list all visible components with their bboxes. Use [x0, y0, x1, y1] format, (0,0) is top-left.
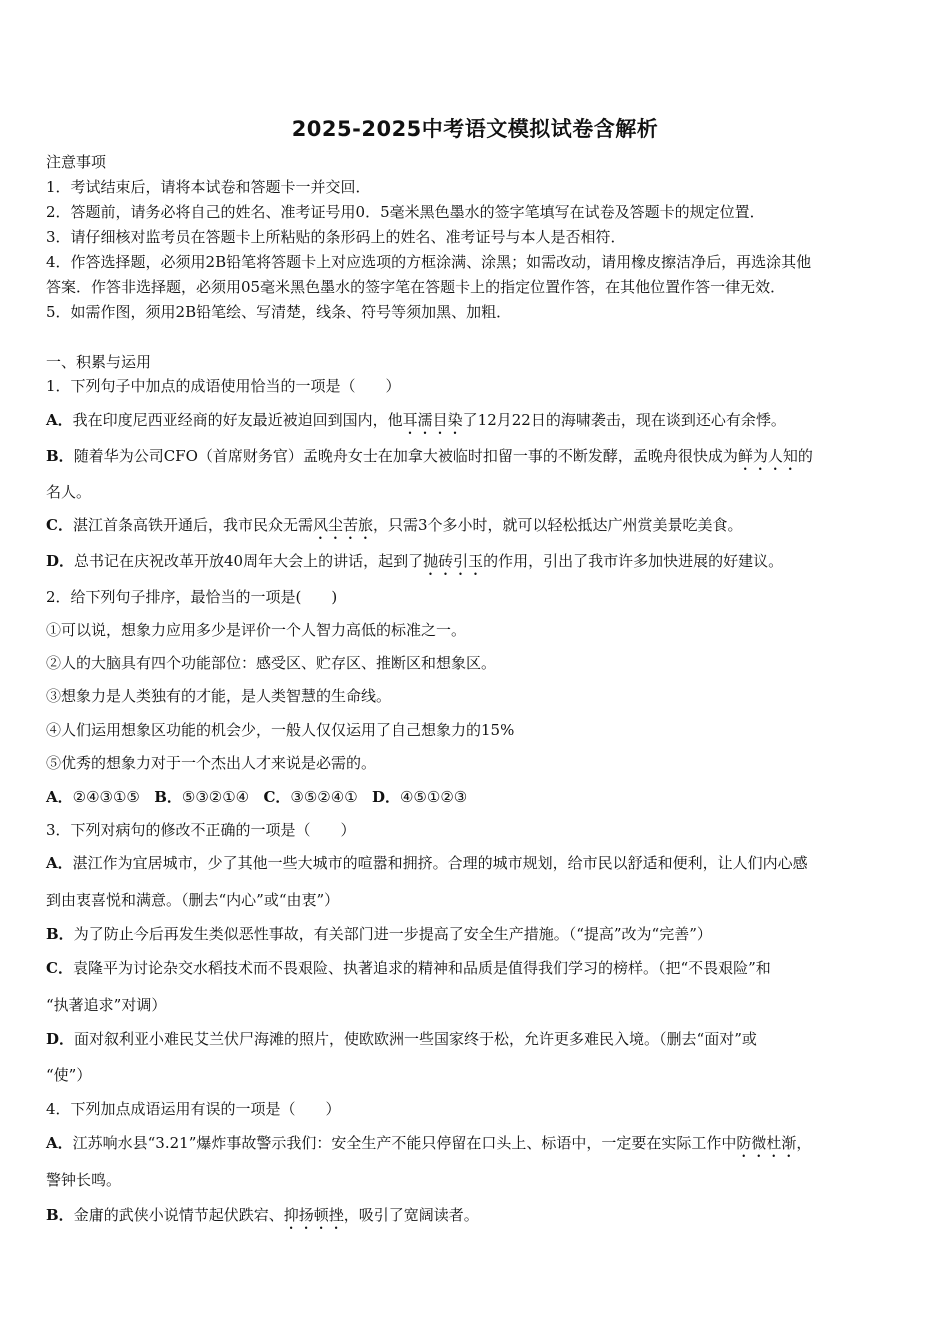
option-letter: B．	[154, 788, 182, 806]
question-2-sentence: ②人的大脑具有四个功能部位：感受区、贮存区、推断区和想象区。	[46, 654, 497, 672]
question-4-stem: 4．下列加点成语运用有误的一项是（ ）	[46, 1100, 341, 1118]
option-letter: C．	[263, 788, 291, 806]
notice-item-1: 1．考试结束后，请将本试卷和答题卡一并交回．	[46, 178, 371, 196]
question-1-option-a	[46, 410, 786, 438]
question-1-stem: 1．下列句子中加点的成语使用恰当的一项是（ ）	[46, 377, 401, 395]
option-text: 江苏响水县“3.21”爆炸事故警示我们：安全生产不能只停留在口头上、标语中，一定要在实际工作中	[72, 1134, 737, 1152]
option-text: 的作用，引出了我市许多加快进展的好建议。	[483, 552, 784, 570]
option-text: 为了防止今后再发生类似恶性事故，有关部门进一步提高了安全生产措施。（“提高”改为“完善”）	[73, 925, 712, 943]
dotted-idiom: 风尘苦旅	[312, 516, 373, 534]
notice-item-4-cont: 答案．作答非选择题，必须用05毫米黑色墨水的签字笔在答题卡上的指定位置作答，在其他位置作答一律无效．	[46, 278, 786, 296]
question-3-option-d	[46, 1029, 757, 1049]
notice-item-4: 4．作答选择题，必须用2B铅笔将答题卡上对应选项的方框涂满、涂黑；如需改动，请用橡皮擦洁净后，再选涂其他	[46, 253, 812, 271]
option-text: 总书记在庆祝改革开放40周年大会上的讲话，起到了	[74, 552, 424, 570]
notice-item-3: 3．请仔细核对监考员在答题卡上所粘贴的条形码上的姓名、准考证号与本人是否相符．	[46, 228, 626, 246]
question-3-stem: 3．下列对病句的修改不正确的一项是（ ）	[46, 821, 356, 839]
question-1-option-b-cont: 名人。	[46, 483, 92, 501]
question-2-stem: 2．给下列句子排序，最恰当的一项是( )	[46, 588, 338, 606]
option-letter: D．	[46, 552, 75, 570]
option-text: 袁隆平为讨论杂交水稻技术而不畏艰险、执著追求的精神和品质是值得我们学习的榜样。（把“不畏艰险”和	[72, 959, 771, 977]
option-text: 随着华为公司CFO（首席财务官）孟晚舟女士在加拿大被临时扣留一事的不断发酵，孟晚舟很快成为	[73, 447, 738, 465]
question-2-options	[46, 787, 467, 807]
option-text: ，	[796, 1134, 812, 1152]
option-text: ②④③①⑤	[72, 788, 140, 806]
option-text: 湛江首条高铁开通后，我市民众无需	[72, 516, 313, 534]
question-3-option-b	[46, 924, 712, 944]
option-letter: B．	[46, 447, 74, 465]
dotted-idiom: 鲜为人知	[737, 447, 798, 465]
option-text: ③⑤②④①	[290, 788, 358, 806]
option-text: ，只需3个多小时，就可以轻松抵达广州赏美景吃美食。	[372, 516, 743, 534]
option-letter: D．	[371, 788, 400, 806]
notice-heading: 注意事项	[46, 153, 107, 171]
question-1-option-c	[46, 515, 743, 543]
question-4-option-a-cont: 警钟长鸣。	[46, 1171, 122, 1189]
option-letter: B．	[46, 1206, 74, 1224]
question-4-option-a	[46, 1133, 811, 1161]
dotted-idiom: 抑扬顿挫	[283, 1206, 344, 1224]
option-letter: A．	[46, 788, 73, 806]
option-text: 金庸的武侠小说情节起伏跌宕、	[73, 1206, 284, 1224]
question-2-sentence: ①可以说，想象力应用多少是评价一个人智力高低的标准之一。	[46, 621, 467, 639]
option-text: 了12月22日的海啸袭击，现在谈到还心有余悸。	[462, 411, 786, 429]
option-letter: A．	[46, 1134, 73, 1152]
question-2-sentence: ⑤优秀的想象力对于一个杰出人才来说是必需的。	[46, 754, 377, 772]
question-3-option-a-cont: 到由衷喜悦和满意。（删去“内心”或“由衷”）	[46, 891, 340, 909]
question-4-option-b	[46, 1205, 479, 1233]
page-title: 2025-2025中考语文模拟试卷含解析	[291, 117, 659, 141]
dotted-idiom: 耳濡目染	[402, 411, 463, 429]
option-text: 的	[797, 447, 813, 465]
option-text: 湛江作为宜居城市，少了其他一些大城市的喧嚣和拥挤。合理的城市规划，给市民以舒适和便利，让人们内心感	[72, 854, 808, 872]
option-text: 我在印度尼西亚经商的好友最近被迫回到国内，他	[72, 411, 403, 429]
option-letter: A．	[46, 411, 73, 429]
question-1-option-b	[46, 446, 813, 474]
question-3-option-c-cont: “执著追求”对调）	[46, 996, 167, 1014]
option-text: 面对叙利亚小难民艾兰伏尸海滩的照片，使欧欧洲一些国家终于松，允许更多难民入境。（删去“面对”或	[74, 1030, 757, 1048]
option-letter: C．	[46, 516, 73, 534]
option-letter: C．	[46, 959, 73, 977]
option-letter: D．	[46, 1030, 75, 1048]
option-text: ⑤③②①④	[181, 788, 250, 806]
notice-item-2: 2．答题前，请务必将自己的姓名、准考证号用0．5毫米黑色墨水的签字笔填写在试卷及答题卡的规定位置．	[46, 203, 765, 221]
dotted-idiom: 防微杜渐	[736, 1134, 797, 1152]
question-1-option-d	[46, 551, 783, 579]
question-3-option-c	[46, 958, 771, 978]
question-2-sentence: ③想象力是人类独有的才能，是人类智慧的生命线。	[46, 687, 392, 705]
option-letter: B．	[46, 925, 74, 943]
question-2-sentence: ④人们运用想象区功能的机会少，一般人仅仅运用了自己想象力的15%	[46, 721, 515, 739]
dotted-idiom: 抛砖引玉	[423, 552, 484, 570]
option-letter: A．	[46, 854, 73, 872]
option-text: ，吸引了宽阔读者。	[343, 1206, 479, 1224]
notice-item-5: 5．如需作图，须用2B铅笔绘、写清楚，线条、符号等须加黑、加粗．	[46, 303, 512, 321]
section-heading: 一、积累与运用	[46, 353, 152, 371]
question-3-option-a	[46, 853, 808, 873]
question-3-option-d-cont: “使”）	[46, 1066, 92, 1084]
option-text: ④⑤①②③	[399, 788, 468, 806]
